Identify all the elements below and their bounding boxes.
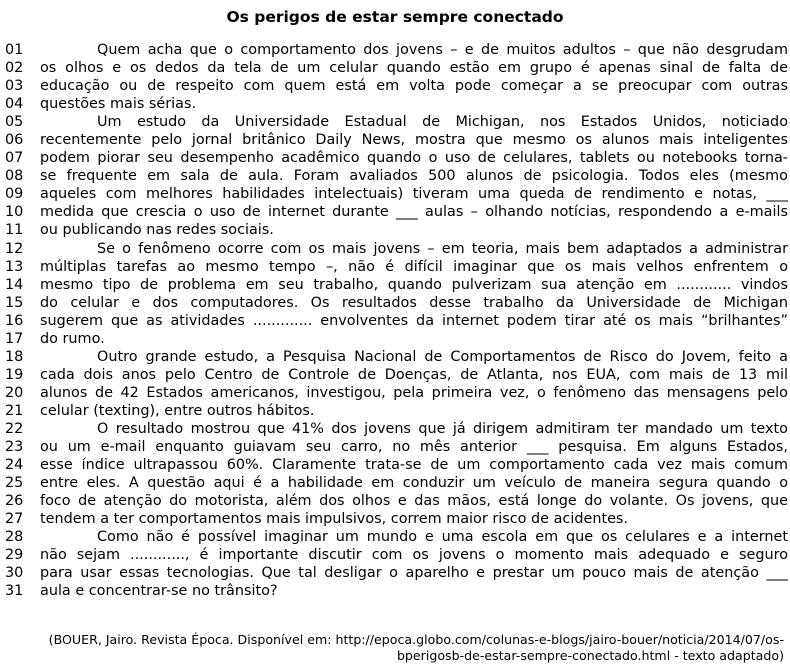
line-number: 31 (5, 583, 24, 600)
line-number: 06 (5, 132, 24, 149)
text-line (5, 59, 788, 77)
line-number: 17 (5, 330, 24, 347)
text-line (5, 294, 788, 312)
line-text: para usar essas tecnologias. Que tal desligar o aparelho e prestar um pouco mais de atenção ___ (40, 565, 788, 582)
text-line (5, 492, 788, 510)
line-number: 15 (5, 294, 24, 311)
line-text: do rumo. (40, 330, 105, 347)
text-line (5, 420, 788, 438)
line-text: entre eles. A questão aqui é a habilidade em conduzir um veículo de maneira segura quando o (40, 475, 788, 492)
text-line (5, 348, 788, 366)
line-number: 18 (5, 348, 24, 365)
text-line (5, 366, 788, 384)
line-number: 12 (5, 240, 24, 257)
line-number: 22 (5, 420, 24, 437)
text-line (5, 276, 788, 294)
text-line (5, 438, 788, 456)
line-text: questões mais sérias. (40, 96, 197, 113)
text-line (5, 384, 788, 402)
line-text: Outro grande estudo, a Pesquisa Nacional de Comportamentos de Risco do Jovem, feito a (97, 348, 788, 365)
line-number: 14 (5, 276, 24, 293)
line-number: 28 (5, 529, 24, 546)
text-line (5, 312, 788, 330)
line-text: educação ou de respeito com quem está em volta pode começar a se preocupar com outras (40, 78, 788, 95)
text-line (5, 149, 788, 167)
text-line (5, 185, 788, 203)
line-text: ou um e-mail enquanto guiavam seu carro, no mês anterior ___ pesquisa. Em alguns Estados, (40, 439, 788, 456)
line-text: O resultado mostrou que 41% dos jovens que já dirigem admitiram ter mandado um texto (97, 420, 788, 437)
line-number: 23 (5, 439, 24, 456)
line-number: 09 (5, 186, 24, 203)
line-number: 16 (5, 312, 24, 329)
text-line (5, 456, 788, 474)
text-line (5, 77, 788, 95)
line-number: 08 (5, 168, 24, 185)
line-text: celular (texting), entre outros hábitos. (40, 402, 315, 419)
text-line (5, 510, 785, 528)
line-text: ou publicando nas redes sociais. (40, 222, 274, 239)
line-text: não sejam ............, é importante discutir com os jovens o momento mais adequado e seguro (40, 547, 788, 564)
source-line-1: (BOUER, Jairo. Revista Época. Disponível em: http://epoca.globo.com/colunas-e-blogs/jairo-bouer/noticia/2014/07/os- (48, 632, 784, 647)
line-number: 19 (5, 366, 24, 383)
line-text: mesmo tipo de problema em seu trabalho, quando pulverizam sua atenção em ............ vindos (40, 276, 788, 293)
text-line (5, 402, 785, 420)
text-line (5, 167, 788, 185)
text-line (5, 113, 788, 131)
line-text: podem piorar seu desempenho acadêmico quando o uso de celulares, tablets ou notebooks torna- (40, 150, 788, 167)
text-body (5, 41, 788, 600)
text-line (5, 474, 788, 492)
line-number: 07 (5, 150, 24, 167)
line-text: foco de atenção do motorista, além dos olhos e das mãos, está longe do volante. Os jovens, que (40, 493, 788, 510)
line-number: 30 (5, 565, 24, 582)
line-number: 02 (5, 60, 24, 77)
text-line (5, 258, 788, 276)
text-line (5, 582, 785, 600)
line-text: Quem acha que o comportamento dos jovens – e de muitos adultos – que não desgrudam (97, 42, 788, 58)
line-text: Se o fenômeno ocorre com os mais jovens – em teoria, mais bem adaptados a administrar (97, 240, 788, 257)
line-number: 04 (5, 96, 24, 113)
line-number: 21 (5, 402, 24, 419)
line-number: 03 (5, 78, 24, 95)
line-number: 26 (5, 493, 24, 510)
line-text: aula e concentrar-se no trânsito? (40, 583, 278, 600)
line-text: esse índice ultrapassou 60%. Claramente trata-se de um comportamento cada vez mais comum (40, 457, 788, 474)
text-line (5, 528, 788, 546)
line-text: tendem a ter comportamentos mais impulsivos, correm maior risco de acidentes. (40, 511, 629, 528)
text-line (5, 131, 788, 149)
source-citation (40, 632, 784, 664)
line-text: do celular e dos computadores. Os resultados desse trabalho da Universidade de Michigan (40, 294, 788, 311)
line-number: 20 (5, 384, 24, 401)
line-number: 27 (5, 511, 24, 528)
line-number: 11 (5, 222, 24, 239)
line-number: 13 (5, 258, 24, 275)
line-number: 24 (5, 457, 24, 474)
line-text: os olhos e os dedos da tela de um celular quando estão em grupo é apenas sinal de falta de (40, 60, 788, 77)
document-title: Os perigos de estar sempre conectado (226, 8, 564, 26)
line-text: recentemente pelo jornal britânico Daily News, mostra que mesmo os alunos mais inteligentes (40, 132, 788, 149)
line-text: Como não é possível imaginar um mundo e uma escola em que os celulares e a internet (97, 529, 788, 546)
text-line (5, 221, 785, 239)
text-line (5, 546, 788, 564)
text-line (5, 95, 785, 113)
line-text: múltiplas tarefas ao mesmo tempo –, não é difícil imaginar que os mais velhos enfrentem o (40, 258, 788, 275)
line-text: aqueles com melhores habilidades intelectuais) tiveram uma queda de rendimento e notas, ___ (40, 186, 788, 203)
line-text: cada dois anos pelo Centro de Controle de Doenças, de Atlanta, nos EUA, com mais de 13 mil (40, 366, 788, 383)
line-number: 25 (5, 475, 24, 492)
text-line (5, 330, 785, 348)
line-number: 29 (5, 547, 24, 564)
line-number: 05 (5, 114, 24, 131)
text-line (5, 564, 788, 582)
line-text: Um estudo da Universidade Estadual de Michigan, nos Estados Unidos, noticiado (97, 114, 788, 131)
line-number: 10 (5, 204, 24, 221)
source-line-2: bperigosb-de-estar-sempre-conectado.html - texto adaptado) (396, 648, 784, 663)
line-text: se frequente em sala de aula. Foram avaliados 500 alunos de psicologia. Todos eles (mesmo (40, 168, 788, 185)
line-text: sugerem que as atividades ............. envolventes da internet podem tirar até os mais “brilhantes” (40, 312, 788, 329)
line-text: alunos de 42 Estados americanos, investigou, pela primeira vez, o fenômeno das mensagens pelo (40, 384, 788, 401)
line-text: medida que crescia o uso de internet durante ___ aulas – olhando notícias, respondendo a e-mails (40, 204, 788, 221)
text-line (5, 41, 788, 59)
text-line (5, 203, 788, 221)
line-number: 01 (5, 42, 24, 58)
text-line (5, 240, 788, 258)
